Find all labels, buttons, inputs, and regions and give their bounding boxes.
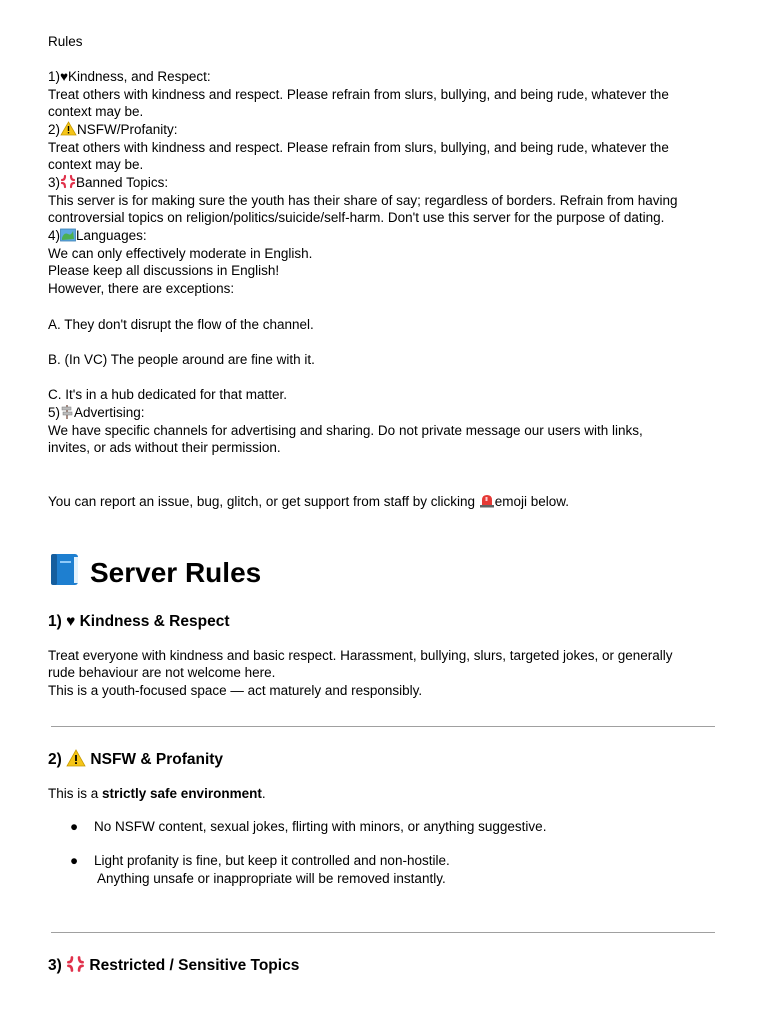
bullet-dot: ● [70, 853, 79, 868]
old-rule-4-text-line: However, there are exceptions: [48, 281, 235, 296]
old-rule-5-text-line: invites, or ads without their permission. [48, 440, 281, 455]
warning-icon [60, 121, 77, 136]
old-rule-2-text-line: Treat others with kindness and respect. Please refrain from slurs, bullying, and being rude, whatever the [48, 140, 669, 155]
old-rule-4-heading [48, 227, 147, 245]
rules-header: Rules [48, 34, 83, 49]
section-number: 3) [48, 957, 62, 974]
section-divider [51, 932, 715, 933]
old-rule-3-heading [48, 174, 168, 192]
section-3-heading [48, 955, 299, 977]
bullet-item: Light profanity is fine, but keep it controlled and non-hostile. [94, 853, 450, 868]
section-1-text-line: Treat everyone with kindness and basic respect. Harassment, bullying, slurs, targeted jokes, or generally [48, 648, 673, 663]
old-rule-3-text-line: controversial topics on religion/politics/suicide/self-harm. Don't use this server for the purpose of dating. [48, 210, 665, 225]
section-2-intro [48, 785, 266, 803]
section-2-heading [48, 749, 223, 771]
rule-title: Banned Topics: [76, 175, 169, 190]
section-title: NSFW & Profanity [90, 751, 224, 768]
rule-title: Advertising: [74, 405, 145, 420]
bullet-item: No NSFW content, sexual jokes, flirting with minors, or anything suggestive. [94, 819, 547, 834]
section-1-text-line: This is a youth-focused space — act maturely and responsibly. [48, 683, 423, 698]
anger-icon [66, 955, 85, 973]
report-text [48, 493, 569, 511]
warning-icon [66, 749, 86, 767]
rule-title: Kindness, and Respect: [68, 69, 211, 84]
rule-number: 3) [48, 175, 61, 190]
server-rules-title [48, 553, 261, 593]
old-rule-1-text-line: context may be. [48, 104, 144, 119]
heart-icon: ♥ [60, 69, 69, 84]
old-rule-4-exception: A. They don't disrupt the flow of the channel. [48, 317, 314, 332]
blue-book-icon [48, 553, 82, 587]
report-text-start: You can report an issue, bug, glitch, or get support from staff by clicking [48, 494, 479, 509]
rule-title: NSFW/Profanity: [77, 122, 178, 137]
section-1-heading: 1) ♥ Kindness & Respect [48, 613, 230, 630]
rule-number: 5) [48, 405, 61, 420]
map-icon [60, 228, 76, 242]
intro-bold-text: strictly safe environment [102, 786, 262, 801]
bullet-item-continuation: Anything unsafe or inappropriate will be removed instantly. [94, 871, 446, 886]
section-1-text-line: rude behaviour are not welcome here. [48, 665, 276, 680]
rule-title: Languages: [76, 228, 147, 243]
server-rules-title-text: Server Rules [90, 557, 262, 588]
old-rule-1-text-line: Treat others with kindness and respect. Please refrain from slurs, bullying, and being rude, whatever the [48, 87, 669, 102]
report-text-end: emoji below. [494, 494, 570, 509]
old-rule-1-heading [48, 68, 211, 86]
siren-icon [479, 493, 495, 508]
old-rule-4-text-line: Please keep all discussions in English! [48, 263, 280, 278]
rule-number: 1) [48, 69, 61, 84]
old-rule-2-text-line: context may be. [48, 157, 144, 172]
intro-text-end: . [261, 786, 266, 801]
section-title: Restricted / Sensitive Topics [89, 957, 300, 974]
old-rule-4-text-line: We can only effectively moderate in English. [48, 246, 313, 261]
old-rule-2-heading [48, 121, 178, 139]
rule-number: 2) [48, 122, 61, 137]
old-rule-4-exception: B. (In VC) The people around are fine with it. [48, 352, 315, 367]
old-rule-3-text-line: This server is for making sure the youth has their share of say; regardless of borders. Refrain from having [48, 193, 678, 208]
rule-number: 4) [48, 228, 61, 243]
anger-icon [60, 174, 76, 189]
intro-text: This is a [48, 786, 103, 801]
old-rule-5-text-line: We have specific channels for advertising and sharing. Do not private message our users with links, [48, 423, 643, 438]
old-rule-5-heading [48, 404, 145, 422]
section-number: 2) [48, 751, 62, 768]
bullet-dot: ● [70, 819, 79, 834]
section-divider [51, 726, 715, 727]
old-rule-4-exception: C. It's in a hub dedicated for that matter. [48, 387, 287, 402]
signpost-icon [60, 404, 74, 419]
